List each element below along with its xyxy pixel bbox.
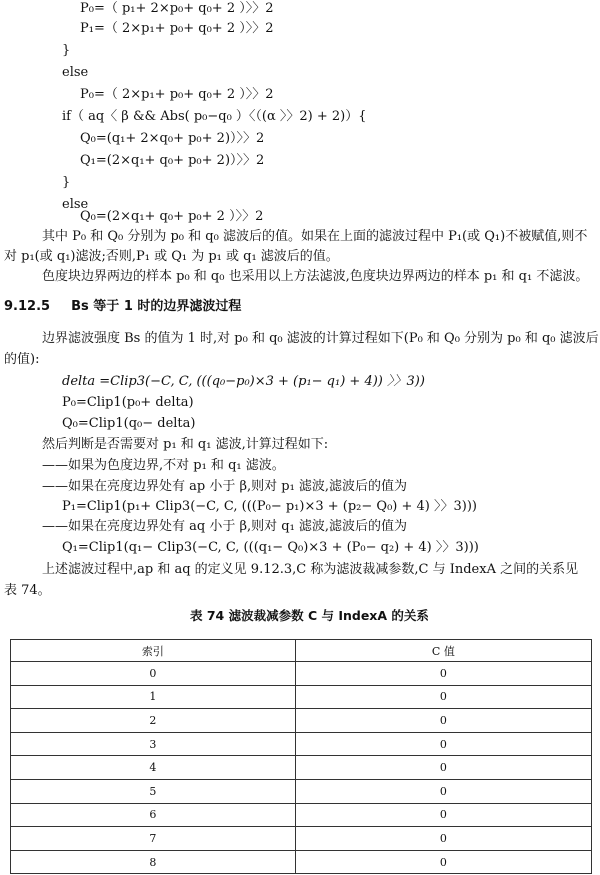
- table-caption: 表 74 滤波裁减参数 C 与 IndexA 的关系: [190, 608, 429, 623]
- table-cell: 6: [11, 803, 296, 827]
- code-line: else: [62, 197, 89, 212]
- column-header-index: 索引: [11, 640, 296, 662]
- code-line: P₀=（ p₁+ 2×p₀+ q₀+ 2 ）〉〉2: [80, 1, 274, 16]
- table-row: [11, 827, 592, 851]
- table-cell: 0: [11, 662, 296, 686]
- table-cell: 2: [11, 709, 296, 733]
- section-heading: [4, 298, 241, 316]
- table-cell: 0: [295, 662, 591, 686]
- table-cell: 4: [11, 756, 296, 780]
- paragraph-line: ——如果为色度边界,不对 p₁ 和 q₁ 滤波。: [42, 458, 285, 473]
- table-cell: 3: [11, 732, 296, 756]
- formula-line: Q₀=Clip1(q₀− delta): [62, 416, 196, 431]
- table-row: [11, 803, 592, 827]
- table-cell: 0: [295, 827, 591, 851]
- paragraph-line: 的值):: [4, 352, 40, 367]
- table-cell: 7: [11, 827, 296, 851]
- paragraph-line: 其中 P₀ 和 Q₀ 分别为 p₀ 和 q₀ 滤波后的值。如果在上面的滤波过程中 P₁(或 Q₁)不被赋值,则不: [42, 229, 588, 244]
- code-line: Q₀=(q₁+ 2×q₀+ p₀+ 2)）〉〉2: [80, 131, 265, 146]
- table-cell: 0: [295, 803, 591, 827]
- table-cell: 0: [295, 709, 591, 733]
- code-line: if（ aq〈 β && Abs( p₀−q₀ ）〈（(α 〉〉2) + 2)）{: [62, 109, 367, 124]
- table-cell: 8: [11, 850, 296, 874]
- table-cell: 0: [295, 732, 591, 756]
- table-header-row: [11, 640, 592, 662]
- paragraph-line: 对 p₁(或 q₁)滤波;否则,P₁ 或 Q₁ 为 p₁ 或 q₁ 滤波后的值。: [4, 249, 339, 264]
- table-row: [11, 732, 592, 756]
- section-number: 9.12.5: [4, 299, 51, 314]
- code-line: }: [62, 175, 71, 190]
- table-cell: 0: [295, 756, 591, 780]
- formula-line: Q₁=Clip1(q₁− Clip3(−C, C, (((q₁− Q₀)×3 + (P₀− q₂) + 4) 〉〉3))): [62, 540, 479, 555]
- paragraph-line: 然后判断是否需要对 p₁ 和 q₁ 滤波,计算过程如下:: [42, 437, 329, 452]
- formula-line: P₁=Clip1(p₁+ Clip3(−C, C, (((P₀− p₁)×3 + (p₂− Q₀) + 4) 〉〉3))): [62, 499, 477, 514]
- code-line: else: [62, 65, 89, 80]
- paragraph-line: ——如果在亮度边界处有 ap 小于 β,则对 p₁ 滤波,滤波后的值为: [42, 479, 408, 494]
- table-row: [11, 685, 592, 709]
- parameter-table: [10, 639, 592, 874]
- table-row: [11, 850, 592, 874]
- column-header-c-value: C 值: [295, 640, 591, 662]
- paragraph-line: 上述滤波过程中,ap 和 aq 的定义见 9.12.3,C 称为滤波裁减参数,C 与 IndexA 之间的关系见: [42, 562, 579, 577]
- table-row: [11, 756, 592, 780]
- table-row: [11, 662, 592, 686]
- table-cell: 0: [295, 850, 591, 874]
- paragraph-line: 表 74。: [4, 583, 51, 598]
- table-cell: 0: [295, 685, 591, 709]
- table-cell: 5: [11, 779, 296, 803]
- paragraph-line: 边界滤波强度 Bs 的值为 1 时,对 p₀ 和 q₀ 滤波的计算过程如下(P₀ 和 Q₀ 分别为 p₀ 和 q₀ 滤波后: [42, 331, 599, 346]
- paragraph-line: ——如果在亮度边界处有 aq 小于 β,则对 q₁ 滤波,滤波后的值为: [42, 519, 408, 534]
- code-line: Q₁=(2×q₁+ q₀+ p₀+ 2)）〉〉2: [80, 153, 265, 168]
- table-row: [11, 779, 592, 803]
- paragraph-line: 色度块边界两边的样本 p₀ 和 q₀ 也采用以上方法滤波,色度块边界两边的样本 p₁ 和 q₁ 不滤波。: [42, 269, 589, 284]
- code-line: P₁=（ 2×p₁+ p₀+ q₀+ 2 ）〉〉2: [80, 21, 274, 36]
- table-row: [11, 709, 592, 733]
- code-line: Q₀=(2×q₁+ q₀+ p₀+ 2 ）〉〉2: [80, 209, 264, 224]
- formula-line: delta =Clip3(−C, C, (((q₀−p₀)×3 + (p₁− q₁) + 4)) 〉〉3)): [62, 374, 425, 389]
- table-cell: 1: [11, 685, 296, 709]
- table-cell: 0: [295, 779, 591, 803]
- code-line: }: [62, 43, 71, 58]
- code-line: P₀=（ 2×p₁+ p₀+ q₀+ 2 ）〉〉2: [80, 87, 274, 102]
- section-title: Bs 等于 1 时的边界滤波过程: [71, 299, 242, 314]
- formula-line: P₀=Clip1(p₀+ delta): [62, 395, 194, 410]
